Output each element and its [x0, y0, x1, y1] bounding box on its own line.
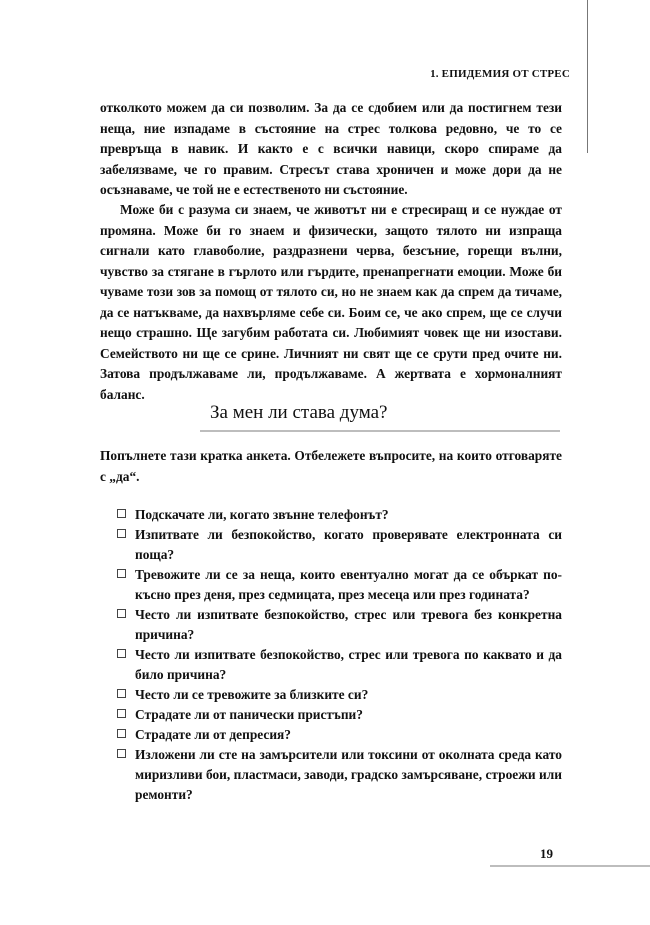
checkbox-icon[interactable] — [117, 509, 126, 518]
survey-question[interactable] — [117, 725, 562, 745]
question-text: Подскачате ли, когато звънне телефонът? — [135, 507, 389, 522]
checkbox-icon[interactable] — [117, 729, 126, 738]
checkbox-icon[interactable] — [117, 649, 126, 658]
question-text: Изложени ли сте на замърсители или токсини от околната среда като миризливи бои, пластмаси, заводи, градско замърсяване, строежи или ремонти? — [135, 747, 562, 802]
survey-question[interactable] — [117, 645, 562, 685]
checkbox-icon[interactable] — [117, 749, 126, 758]
paragraph-1: отколкото можем да си позволим. За да се сдобием или да постигнем тези неща, ние изпадаме в състояние на стрес толкова редовно, че то се превръща в навик. И както е с всички навици, скоро спираме да забелязваме, че го правим. Стресът става хроничен и може дори да не осъзнаваме, че той не е естественото ни състояние. — [100, 100, 562, 197]
question-text: Тревожите ли се за неща, които евентуално могат да се объркат по-късно през деня, през седмицата, през месеца или през годината? — [135, 567, 562, 602]
section-divider — [200, 430, 560, 432]
survey-question[interactable] — [117, 525, 562, 565]
question-text: Страдате ли от панически пристъпи? — [135, 707, 363, 722]
question-text: Често ли изпитвате безпокойство, стрес или тревога без конкретна причина? — [135, 607, 562, 642]
survey-question[interactable] — [117, 685, 562, 705]
checkbox-icon[interactable] — [117, 529, 126, 538]
survey-question[interactable] — [117, 565, 562, 605]
footer-rule — [490, 865, 650, 867]
paragraph-2: Може би с разума си знаем, че животът ни е стресиращ и се нуждае от промяна. Може би го знаем и физически, защото тялото ни изпраща сигнали като главоболие, раздразнени черва, безсъние, горещи вълни, чувство за стягане в гърлото или гърдите, пренапрегнати емоции. Може би чуваме този зов за помощ от тялото си, но не знаем как да спрем да тичаме, да се натъкваме, да нахвърляме себе си. Боим се, че ако спрем, ще се случи нещо страшно. Ще загубим работата си. Любимият човек ще ни изостави. Семейството ни ще се срине. Личният ни свят ще се срути пред очите ни. Затова продължаваме ли, продължаваме. А жертвата е хормоналният баланс. — [100, 202, 562, 402]
checkbox-icon[interactable] — [117, 609, 126, 618]
survey-checklist — [117, 505, 562, 805]
question-text: Често ли се тревожите за близките си? — [135, 687, 369, 702]
checkbox-icon[interactable] — [117, 709, 126, 718]
page-number: 19 — [540, 846, 553, 861]
survey-question[interactable] — [117, 705, 562, 725]
survey-question[interactable] — [117, 505, 562, 525]
section-title: За мен ли става дума? — [210, 402, 388, 423]
checkbox-icon[interactable] — [117, 569, 126, 578]
survey-question[interactable] — [117, 745, 562, 805]
question-text: Изпитвате ли безпокойство, когато проверявате електронната си поща? — [135, 527, 562, 562]
margin-rule — [587, 0, 588, 153]
running-head: 1. ЕПИДЕМИЯ ОТ СТРЕС — [430, 68, 570, 80]
question-text: Често ли изпитвате безпокойство, стрес или тревога по каквато и да било причина? — [135, 647, 562, 682]
question-text: Страдате ли от депресия? — [135, 727, 291, 742]
survey-intro: Попълнете тази кратка анкета. Отбележете въпросите, на които отговаряте с „да“. — [100, 448, 562, 484]
survey-question[interactable] — [117, 605, 562, 645]
checkbox-icon[interactable] — [117, 689, 126, 698]
